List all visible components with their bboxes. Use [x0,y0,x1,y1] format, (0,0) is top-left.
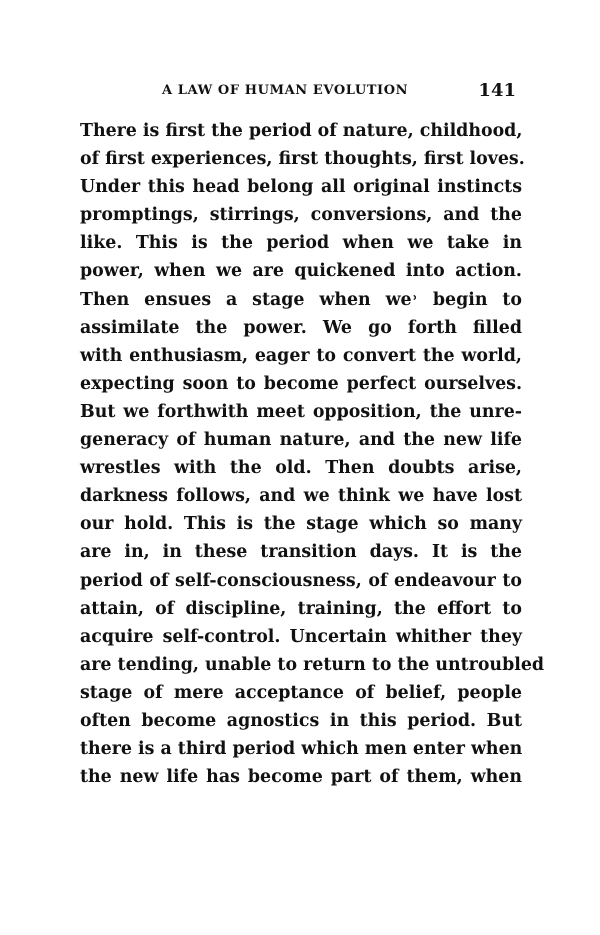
text-line: Under this head belong all original instincts [80,177,522,198]
page-header [80,80,516,102]
text-line: our hold. This is the stage which so many [80,514,522,535]
text-line: period of self-consciousness, of endeavour to [80,570,522,591]
text-line: promptings, stirrings, conversions, and the [80,205,522,226]
text-line: expecting soon to become perfect ourselves. [80,373,522,394]
text-line: Then ensues a stage when we˒ begin to [80,289,522,310]
text-line: like. This is the period when we take in [80,233,522,254]
text-line: wrestles with the old. Then doubts arise, [80,458,522,479]
text-line: assimilate the power. We go forth filled [80,317,522,338]
text-line: attain, of discipline, training, the effort to [80,598,522,619]
text-line: the new life has become part of them, when [80,767,522,788]
text-line: of first experiences, first thoughts, first loves. [80,149,525,170]
text-line: generacy of human nature, and the new life [80,430,522,451]
text-line: there is a third period which men enter when [80,739,523,760]
text-line: are in, in these transition days. It is the [80,542,522,563]
text-line: with enthusiasm, eager to convert the world, [80,345,522,366]
page-number: 141 [478,80,516,101]
text-line: power, when we are quickened into action. [80,261,522,282]
text-line: acquire self-control. Uncertain whither they [80,626,522,647]
text-line: often become agnostics in this period. But [80,710,522,731]
text-line: There is first the period of nature, childhood, [80,121,523,141]
text-line: stage of mere acceptance of belief, people [80,682,522,703]
text-line: But we forthwith meet opposition, the unre- [80,401,522,422]
running-title: A LAW OF HUMAN EVOLUTION [162,83,409,98]
text-line: darkness follows, and we think we have lost [80,486,522,507]
text-line: are tending, unable to return to the untroubled [80,654,545,675]
body-text [80,117,545,791]
